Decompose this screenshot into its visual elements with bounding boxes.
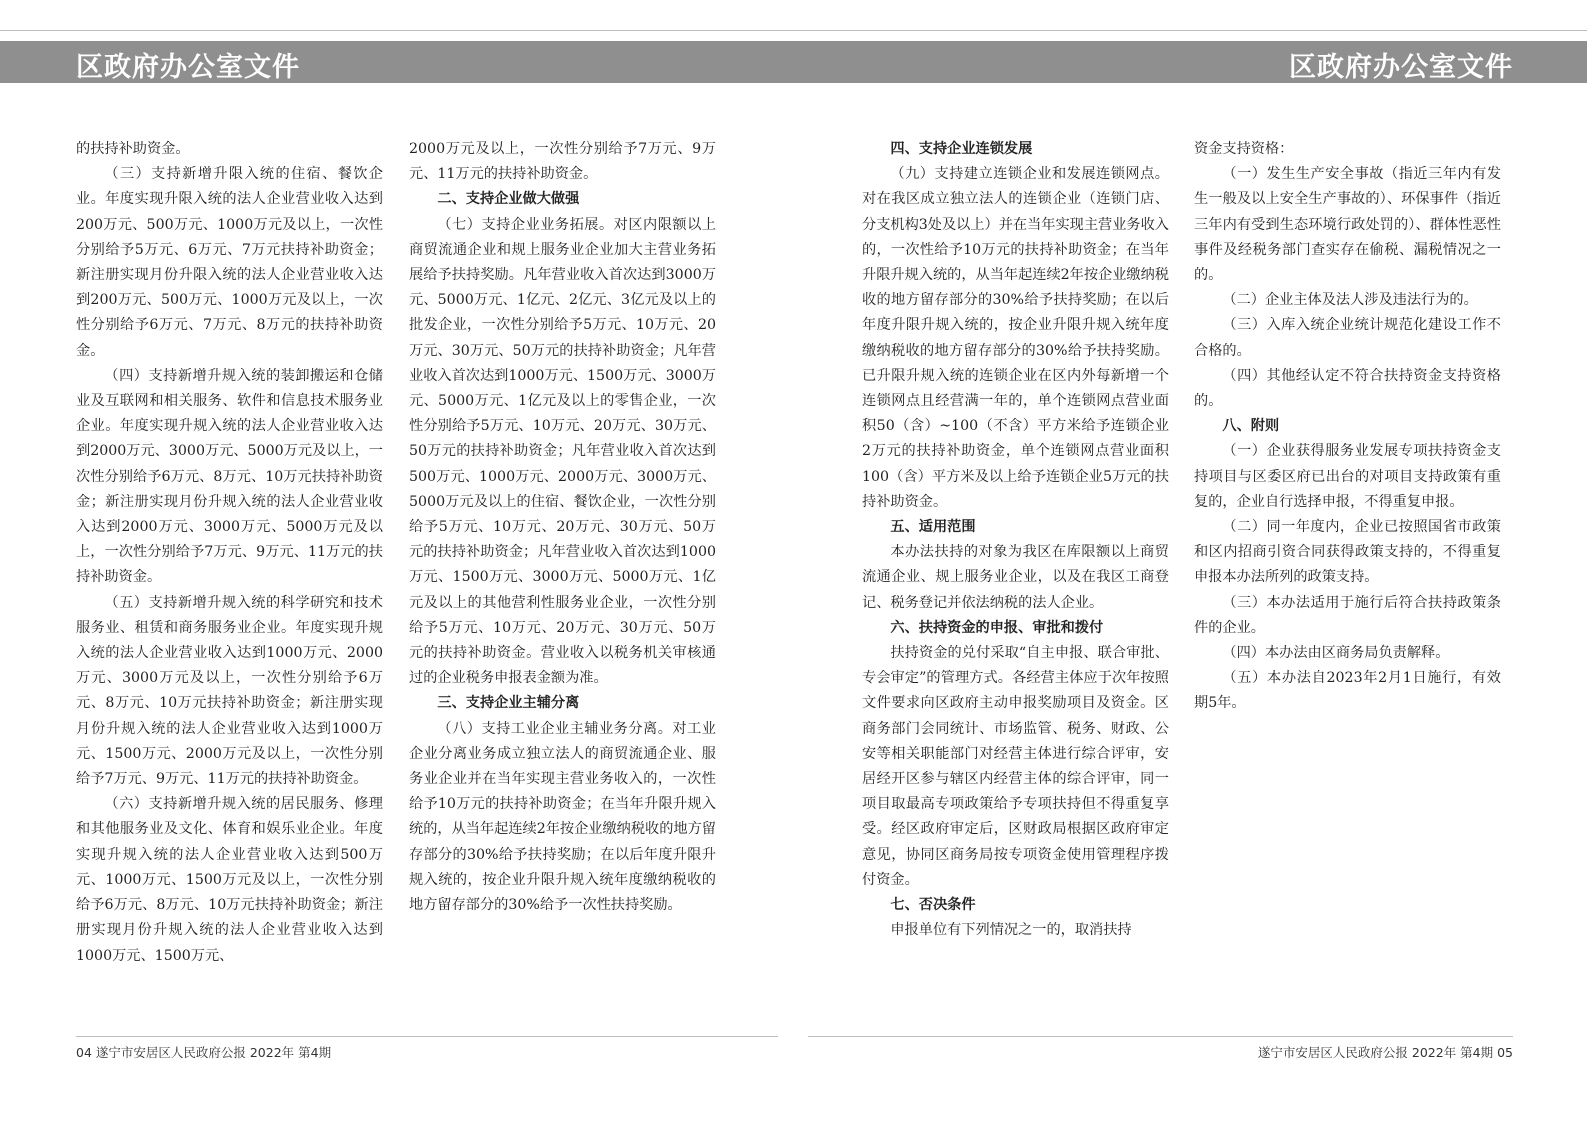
paragraph-continuation: 的扶持补助资金。 — [76, 141, 190, 157]
paragraph: （四）支持新增升规入统的装卸搬运和仓储业及互联网和相关服务、软件和信息技术服务业企业。年度实现升规入统的法人企业营业收入达到2000万元、3000万元、5000万元及以上，一次性分别给予6万元、8万元、10万元扶持补助资金；新注册实现月份升规入统的法人企业营业收入达到2000万元、3000万元、5000万元及以上，一次性分别给予7万元、9万元、11万元的扶持补助资金。 — [76, 367, 383, 586]
paragraph: （三）支持新增升限入统的住宿、餐饮企业。年度实现升限入统的法人企业营业收入达到200万元、500万元、1000万元及以上，一次性分别给予5万元、6万元、7万元扶持补助资金；新注册实现月份升限入统的法人企业营业收入达到200万元、500万元、1000万元及以上，一次性分别给予6万元、7万元、8万元的扶持补助资金。 — [76, 166, 383, 359]
footer-rule-left — [76, 1036, 778, 1037]
paragraph: （五）本办法自2023年2月1日施行，有效期5年。 — [1194, 670, 1501, 712]
paragraph: （二）同一年度内，企业已按照国省市政策和区内招商引资合同获得政策支持的，不得重复申报本办法所列的政策支持。 — [1194, 519, 1501, 586]
footer-rule-right — [808, 1036, 1513, 1037]
paragraph: （九）支持建立连锁企业和发展连锁网点。对在我区成立独立法人的连锁企业（连锁门店、分支机构3处及以上）并在当年实现主营业务收入的，一次性给予10万元的扶持补助资金；在当年升限升规入统的，从当年起连续2年按企业缴纳税收的地方留存部分的30%给予扶持奖励；在以后年度升限升规入统的，按企业升限升规入统年度缴纳税收的地方留存部分的30%给予扶持奖励。已升限升规入统的连锁企业在区内外每新增一个连锁网点且经营满一年的，单个连锁网点营业面积50（含）~100（不含）平方米给予连锁企业2万元的扶持补助资金，单个连锁网点营业面积100（含）平方米及以上给予连锁企业5万元的扶持补助资金。 — [862, 166, 1169, 510]
paragraph: （八）支持工业企业主辅业务分离。对工业企业分离业务成立独立法人的商贸流通企业、服务业企业并在当年实现主营业务收入的，一次性给予10万元的扶持补助资金；在当年升限升规入统的，从当年起连续2年按企业缴纳税收的地方留存部分的30%给予扶持奖励；在以后年度升限升规入统的，按企业升限升规入统年度缴纳税收的地方留存部分的30%给予一次性扶持奖励。 — [409, 720, 716, 914]
top-rule — [0, 30, 1587, 31]
text-column-1 — [76, 137, 383, 969]
paragraph: 申报单位有下列情况之一的，取消扶持 — [890, 922, 1132, 939]
paragraph: 扶持资金的兑付采取“自主申报、联合审批、专会审定”的管理方式。各经营主体应于次年按照文件要求向区政府主动申报奖励项目及资金。区商务部门会同统计、市场监管、税务、财政、公安等相关职能部门对经营主体进行综合评审，安居经开区参与辖区内经营主体的综合评审，同一项目取最高专项政策给予专项扶持但不得重复享受。经区政府审定后，区财政局根据区政府审定意见，协同区商务局按专项资金使用管理程序拨付资金。 — [862, 645, 1169, 888]
section-heading: 六、扶持资金的申报、审批和拨付 — [890, 619, 1104, 636]
footer-right: 遂宁市安居区人民政府公报 2022年 第4期 05 — [1257, 1045, 1513, 1060]
paragraph-continuation: 2000万元及以上，一次性分别给予7万元、9万元、11万元的扶持补助资金。 — [409, 141, 716, 183]
paragraph: （一）企业获得服务业发展专项扶持资金支持项目与区委区府已出台的对项目支持政策有重复的，企业自行选择申报，不得重复申报。 — [1194, 443, 1501, 510]
text-column-2 — [409, 137, 716, 918]
page-header — [0, 41, 1587, 83]
paragraph: （六）支持新增升规入统的居民服务、修理和其他服务业及文化、体育和娱乐业企业。年度实现升规入统的法人企业营业收入达到500万元、1000万元、1500万元及以上，一次性分别给予6万元、8万元、10万元扶持补助资金；新注册实现月份升规入统的法人企业营业收入达到1000万元、1500万元、 — [76, 796, 383, 964]
paragraph: （四）本办法由区商务局负责解释。 — [1222, 645, 1450, 662]
section-heading: 八、附则 — [1222, 418, 1280, 435]
paragraph-continuation: 资金支持资格： — [1194, 141, 1294, 157]
paragraph: （三）本办法适用于施行后符合扶持政策条件的企业。 — [1194, 594, 1501, 636]
footer-left: 04 遂宁市安居区人民政府公报 2022年 第4期 — [76, 1045, 332, 1060]
section-heading: 二、支持企业做大做强 — [437, 191, 580, 208]
paragraph: （一）发生生产安全事故（指近三年内有发生一般及以上安全生产事故的）、环保事件（指近三年内有受到生态环境行政处罚的）、群体性恶性事件及经税务部门查实存在偷税、漏税情况之一的。 — [1194, 166, 1501, 284]
paragraph: （三）入库入统企业统计规范化建设工作不合格的。 — [1194, 317, 1501, 359]
paragraph: （五）支持新增升规入统的科学研究和技术服务业、租赁和商务服务业企业。年度实现升规入统的法人企业营业收入达到1000万元、2000万元、3000万元及以上，一次性分别给予6万元、8万元、10万元扶持补助资金；新注册实现月份升规入统的法人企业营业收入达到1000万元、1500万元、2000万元及以上，一次性分别给予7万元、9万元、11万元的扶持补助资金。 — [76, 594, 383, 788]
text-column-4 — [1194, 137, 1501, 717]
paragraph: （二）企业主体及法人涉及违法行为的。 — [1222, 292, 1478, 309]
section-heading: 四、支持企业连锁发展 — [890, 141, 1033, 157]
paragraph: （四）其他经认定不符合扶持资金支持资格的。 — [1194, 367, 1501, 410]
text-column-3 — [862, 137, 1169, 944]
section-heading: 七、否决条件 — [890, 897, 976, 914]
section-heading: 三、支持企业主辅分离 — [437, 695, 580, 712]
header-title-right: 区政府办公室文件 — [1289, 52, 1513, 83]
header-title-left: 区政府办公室文件 — [76, 52, 300, 83]
section-heading: 五、适用范围 — [890, 519, 976, 536]
paragraph: （七）支持企业业务拓展。对区内限额以上商贸流通企业和规上服务业企业加大主营业务拓展给予扶持奖励。凡年营业收入首次达到3000万元、5000万元、1亿元、2亿元、3亿元及以上的批发企业，一次性分别给予5万元、10万元、20万元、30万元、50万元的扶持补助资金；凡年营业收入首次达到1000万元、1500万元、3000万元、5000万元、1亿元及以上的零售企业，一次性分别给予5万元、10万元、20万元、30万元、50万元的扶持补助资金；凡年营业收入首次达到500万元、1000万元、2000万元、3000万元、5000万元及以上的住宿、餐饮企业，一次性分别给予5万元、10万元、20万元、30万元、50万元的扶持补助资金；凡年营业收入首次达到1000万元、1500万元、3000万元、5000万元、1亿元及以上的其他营利性服务业企业，一次性分别给予5万元、10万元、20万元、30万元、50万元的扶持补助资金。营业收入以税务机关审核通过的企业税务申报表金额为准。 — [409, 216, 716, 687]
paragraph: 本办法扶持的对象为我区在库限额以上商贸流通企业、规上服务业企业，以及在我区工商登记、税务登记并依法纳税的法人企业。 — [862, 544, 1169, 611]
